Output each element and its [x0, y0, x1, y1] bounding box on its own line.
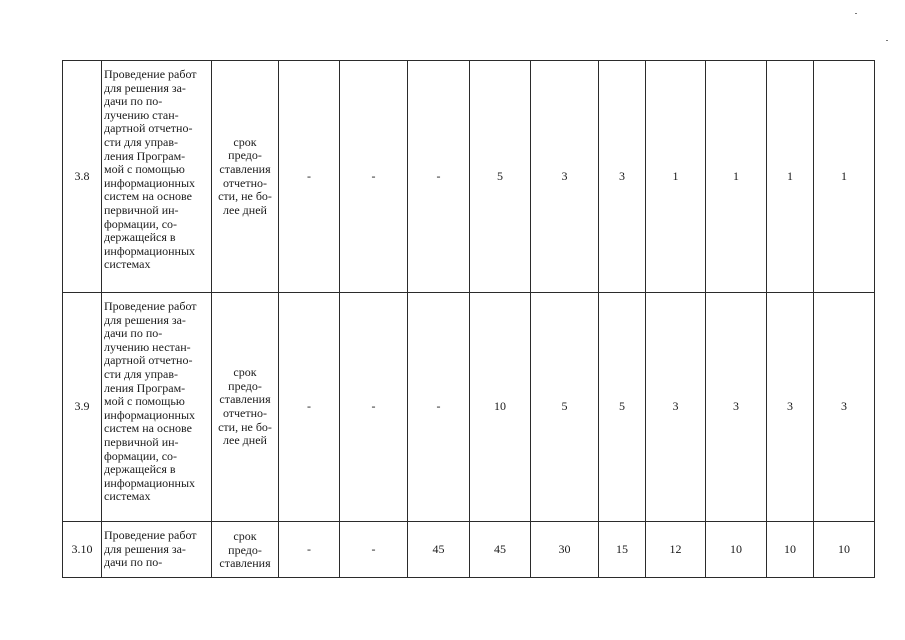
value-cell: 3: [531, 61, 599, 293]
value-cell: 10: [470, 293, 531, 522]
task-description: Проведение работ для решения за- дачи по по-: [102, 522, 212, 578]
value-cell: -: [408, 293, 470, 522]
value-cell: 3: [706, 293, 767, 522]
table-row: [63, 293, 875, 522]
value-cell: -: [408, 61, 470, 293]
value-cell: 10: [706, 522, 767, 578]
value-cell: 3: [599, 61, 646, 293]
value-cell: 45: [408, 522, 470, 578]
value-cell: -: [340, 293, 408, 522]
task-description: Проведение работ для решения за- дачи по по- лучению стан- дартной отчетно- сти для управ- ления Програм- мой с помощью информационных систем на основе первичной ин- формации, со- держащейся в информационных системах: [102, 61, 212, 293]
value-cell: -: [279, 522, 340, 578]
value-cell: 30: [531, 522, 599, 578]
value-cell: 10: [814, 522, 875, 578]
task-description: Проведение работ для решения за- дачи по по- лучению нестан- дартной отчетно- сти для управ- ления Програм- мой с помощью информационных систем на основе первичной ин- формации, со- держащейся в информационных системах: [102, 293, 212, 522]
scan-speck: [886, 40, 888, 41]
value-cell: 1: [814, 61, 875, 293]
table-row: [63, 522, 875, 578]
program-indicators-table: [62, 60, 875, 578]
value-cell: 1: [646, 61, 706, 293]
value-cell: -: [279, 61, 340, 293]
row-number: 3.9: [63, 293, 102, 522]
row-number: 3.8: [63, 61, 102, 293]
value-cell: 5: [470, 61, 531, 293]
value-cell: 3: [646, 293, 706, 522]
value-cell: 45: [470, 522, 531, 578]
value-cell: 10: [767, 522, 814, 578]
value-cell: 12: [646, 522, 706, 578]
scan-speck: [855, 13, 857, 14]
table-row: [63, 61, 875, 293]
value-cell: -: [340, 61, 408, 293]
value-cell: 3: [767, 293, 814, 522]
row-number: 3.10: [63, 522, 102, 578]
value-cell: -: [340, 522, 408, 578]
indicator-name: срок предо- ставления отчетно- сти, не бо- лее дней: [212, 293, 279, 522]
indicator-name: срок предо- ставления: [212, 522, 279, 578]
value-cell: 1: [706, 61, 767, 293]
value-cell: 5: [531, 293, 599, 522]
value-cell: 15: [599, 522, 646, 578]
value-cell: -: [279, 293, 340, 522]
value-cell: 1: [767, 61, 814, 293]
value-cell: 5: [599, 293, 646, 522]
indicator-name: срок предо- ставления отчетно- сти, не бо- лее дней: [212, 61, 279, 293]
value-cell: 3: [814, 293, 875, 522]
